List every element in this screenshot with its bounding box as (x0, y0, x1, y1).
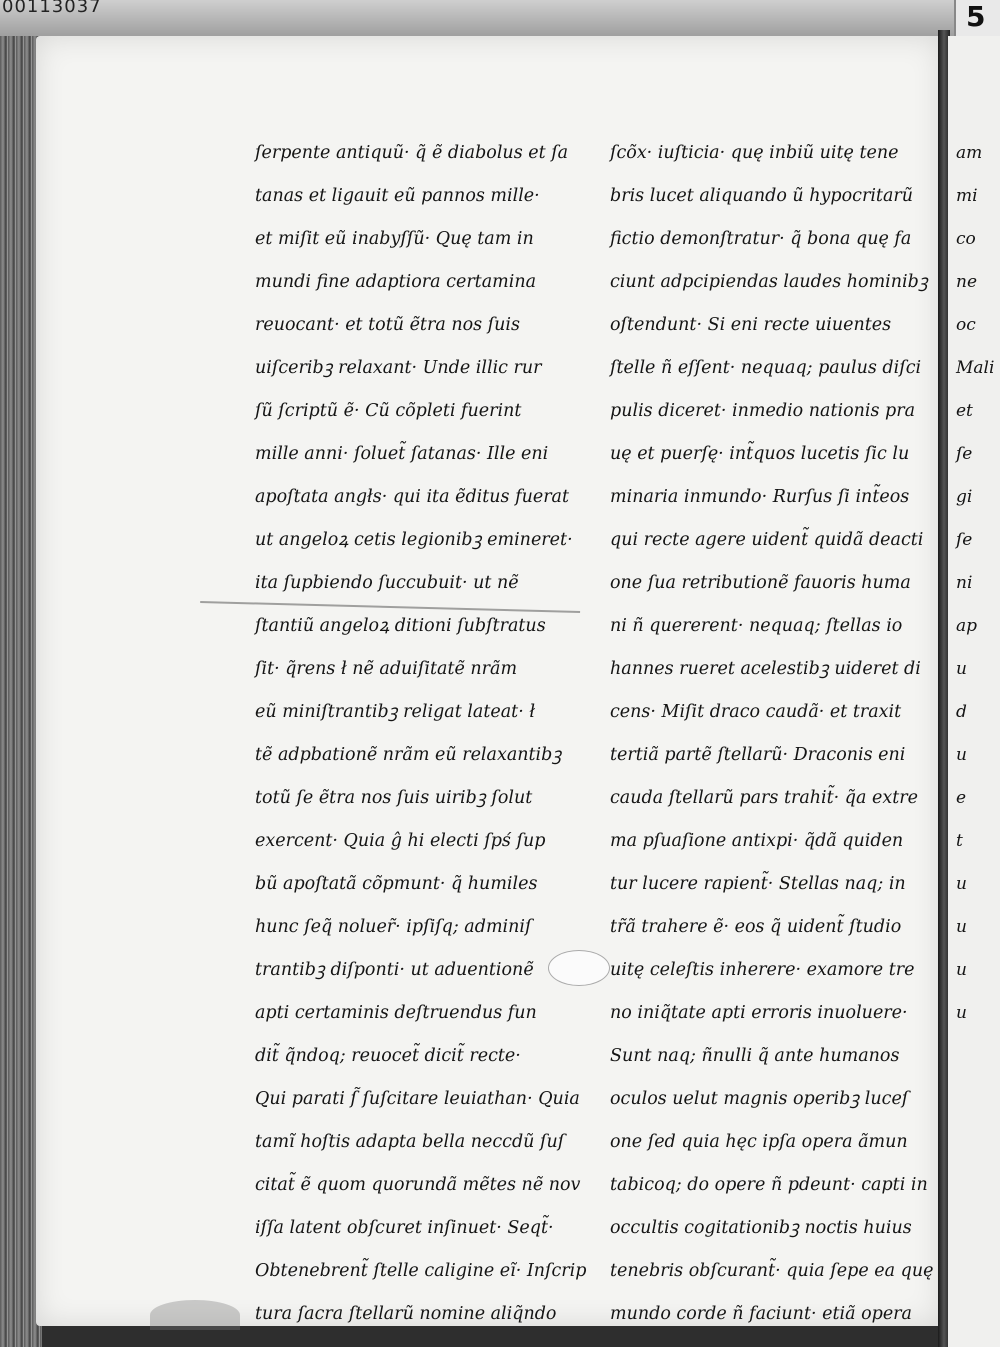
text-line: hannes rueret acelestibꝫ uideret di (610, 659, 921, 679)
text-line: ita ſupbiendo ſuccubuit· ut nẽ (255, 573, 519, 593)
text-line: tenebris obſcurant̃· quia ſepe ea quę (610, 1261, 934, 1281)
text-line: tertiã partẽ ſtellarũ· Draconis eni (610, 745, 906, 765)
margin-fragment: ne (956, 272, 978, 292)
facing-page-fragments (956, 132, 994, 1035)
margin-fragment: gi (956, 487, 973, 507)
text-line: uę et puerſę· int̃quos lucetis ſic lu (610, 444, 910, 464)
scan-reference-number: 00113037 (2, 0, 102, 17)
text-line: one ſed quia hęc ipſa opera ãmun (610, 1132, 908, 1152)
folio-number: 5 (966, 0, 986, 33)
margin-fragment: oc (956, 315, 976, 335)
text-line: citat̃ ẽ quom quorundã mẽtes nẽ nov (255, 1175, 581, 1195)
text-line: Sunt naq; ñnulli q̃ ante humanos (610, 1046, 900, 1066)
text-line: tr̃ã trahere ẽ· eos q̃ uident̃ ſtudio (610, 917, 902, 937)
margin-fragment: Mali (956, 358, 995, 378)
text-line: apti certaminis deſtruendus fun (255, 1003, 537, 1023)
margin-fragment: ſe (956, 530, 973, 550)
text-line: no iniq̃tate apti erroris inuoluere· (610, 1003, 908, 1023)
text-line: bũ apoſtatã cõpmunt· q̃ humiles (255, 874, 538, 894)
text-line: hunc ſeq̃ noluer̃· ipſiſq; adminiſ (255, 917, 532, 937)
margin-fragment: u (956, 745, 967, 765)
text-line: tanas et ligauit eũ pannos mille· (255, 186, 540, 206)
text-line: iſſa latent obſcuret inſinuet· Seqt̃· (255, 1218, 554, 1238)
text-line: bris lucet aliquando ũ hypocritarũ (610, 186, 914, 206)
text-line: oculos uelut magnis operibꝫ luceſ (610, 1089, 909, 1109)
text-line: trantibꝫ diſponti· ut aduentionẽ (255, 960, 534, 980)
text-line: cauda ſtellarũ pars trahit̃· q̃a extre (610, 788, 918, 808)
right-text-column (602, 132, 937, 1336)
text-line: ciunt adpcipiendas laudes hominibꝫ (610, 272, 928, 292)
text-line: uiſceribꝫ relaxant· Unde illic rur (255, 358, 542, 378)
text-line: ſcõx· iuſticia· quę inbiũ uitę tene (610, 143, 899, 163)
text-line: pulis diceret· inmedio nationis pra (610, 401, 916, 421)
margin-fragment: et (956, 401, 973, 421)
margin-fragment: am (956, 143, 983, 163)
text-line: ſtelle ñ eſſent· nequaq; paulus diſci (610, 358, 922, 378)
text-line: reuocant· et totũ ẽtra nos ſuis (255, 315, 521, 335)
page-stain (150, 1300, 240, 1330)
text-line: ma pſuaſione antixpi· q̃dã quiden (610, 831, 904, 851)
text-line: fictio demonſtratur· q̃ bona quę fa (610, 229, 912, 249)
text-line: ſerpente antiquũ· q̃ ẽ diabolus et ſa (255, 143, 569, 163)
text-line: ni ñ quererent· nequaq; ſtellas io (610, 616, 903, 636)
margin-fragment: u (956, 874, 967, 894)
left-text-column (255, 132, 585, 1336)
text-line: exercent· Quia ĝ hi electi ſpś ſup (255, 831, 546, 851)
text-line: eũ miniſtrantibꝫ religat lateat· ł (255, 702, 535, 722)
text-line: tamĩ hoſtis adapta bella neccdũ ſuſ (255, 1132, 565, 1152)
text-line: ſũ ſcriptũ ẽ· Cũ cõpleti fuerint (255, 401, 522, 421)
text-line: mille anni· ſoluet̃ ſatanas· Ille eni (255, 444, 549, 464)
text-line: dit̃ q̃ndoq; reuocet̃ dicit̃ recte· (255, 1046, 521, 1066)
text-line: oſtendunt· Si eni recte uiuentes (610, 315, 892, 335)
text-line: tura ſacra ſtellarũ nomine aliq̃ndo (255, 1304, 557, 1324)
margin-fragment: u (956, 917, 967, 937)
margin-fragment: ni (956, 573, 973, 593)
margin-fragment: u (956, 1003, 967, 1023)
text-line: ſit· q̃rens ł nẽ aduiſitatẽ nrãm (255, 659, 518, 679)
text-line: ut angeloꝝ cetis legionibꝫ emineret· (255, 530, 573, 550)
margin-fragment: mi (956, 186, 978, 206)
folio-tab (954, 0, 1000, 36)
text-line: tabicoq; do opere ñ pdeunt· capti in (610, 1175, 928, 1195)
text-line: et miſit eũ inabyſſũ· Quę tam in (255, 229, 534, 249)
margin-fragment: ſe (956, 444, 973, 464)
text-line: cens· Miſit draco caudã· et traxit (610, 702, 902, 722)
text-line: one ſua retributionẽ fauoris huma (610, 573, 911, 593)
margin-fragment: u (956, 659, 967, 679)
text-line: tur lucere rapient̃· Stellas naq; in (610, 874, 906, 894)
text-line: occultis cogitationibꝫ noctis huius (610, 1218, 912, 1238)
text-line: mundi fine adaptiora certamina (255, 272, 537, 292)
text-line: qui recte agere uident̃ quidã deacti (610, 530, 924, 550)
margin-fragment: e (956, 788, 967, 808)
text-line: minaria inmundo· Rurſus ſi int̃eos (610, 487, 910, 507)
text-line: uitę celeſtis inherere· examore tre (610, 960, 915, 980)
margin-fragment: co (956, 229, 976, 249)
text-line: tẽ adpbationẽ nrãm eũ relaxantibꝫ (255, 745, 562, 765)
margin-fragment: ap (956, 616, 978, 636)
text-line: Qui parati ſ̃ ſuſcitare leuiathan· Quia (255, 1089, 580, 1109)
scan-header-strip (0, 0, 1000, 40)
text-line: Obtenebrent̃ ſtelle caligine eĩ· Inſcrip (255, 1261, 587, 1281)
margin-fragment: d (956, 702, 967, 722)
text-line: mundo corde ñ faciunt· etiã opera (610, 1304, 912, 1324)
text-line: ſtantiũ angeloꝝ ditioni ſubſtratus (255, 616, 546, 636)
margin-fragment: t (956, 831, 963, 851)
text-line: apoſtata angłs· qui ita ẽditus fuerat (255, 487, 570, 507)
margin-fragment: u (956, 960, 967, 980)
text-line: totũ ſe ẽtra nos ſuis uiribꝫ ſolut (255, 788, 533, 808)
